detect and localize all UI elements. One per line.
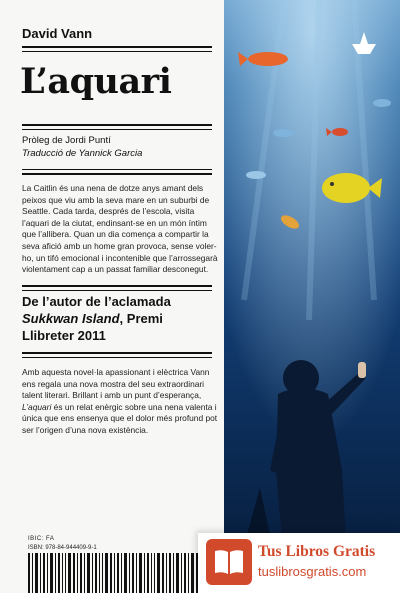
author-name: David Vann	[22, 26, 93, 41]
watermark-url[interactable]: tuslibrosgratis.com	[258, 564, 367, 579]
praise-part: Amb aquesta novel·la apassionant i elèctrica Vann ens regala una nova mostra del seu extraordinari talent literari. Brillant i amb un punt d’esperança,	[22, 367, 210, 401]
praise-part: és un relat enèrgic sobre una nena valenta i única que ens ensenya que el dolor més profund pot ser l’origen d’una nova existència.	[22, 401, 218, 435]
divider	[22, 285, 212, 287]
promo-award: , Premi Llibreter 2011	[22, 311, 163, 343]
divider	[22, 129, 212, 130]
divider	[22, 290, 212, 291]
author-promo	[22, 293, 218, 344]
divider	[22, 352, 212, 354]
credits	[22, 134, 142, 160]
divider	[22, 357, 212, 358]
praise-text	[22, 367, 218, 437]
watermark-banner[interactable]	[198, 533, 400, 593]
aquarium-illustration	[224, 0, 400, 593]
divider	[22, 51, 212, 52]
divider	[22, 169, 212, 170]
promo-book-title: Sukkwan Island	[22, 311, 120, 326]
barcode	[28, 553, 200, 593]
hand	[358, 362, 366, 378]
isbn: ISBN: 978-84-944409-9-1	[28, 545, 97, 551]
ibic-code: IBIC: FA	[28, 536, 55, 542]
promo-text: De l’autor de l’aclamada	[22, 294, 171, 309]
praise-title: L’aquari	[22, 401, 52, 412]
divider	[22, 173, 212, 175]
prologue-credit: Pròleg de Jordi Puntí	[22, 135, 111, 146]
divider	[22, 124, 212, 126]
divider	[22, 46, 212, 48]
book-icon	[206, 539, 252, 585]
synopsis: La Caitlin és una nena de dotze anys amant dels peixos que viu amb la seva mare en un suburbi de Seattle. Cada tarda, després de l’escola, visita l’aquari de la ciutat, endinsant-se en un món íntim que l’allibera. Quan un dia comença a compartir la seva afició amb un home gran provoca, sense voler-ho, un tifó emocional i incontenible que l’arrossegarà violentament cap a un passat familiar desconegut.	[22, 183, 218, 275]
book-title: L’aquari	[20, 61, 172, 102]
watermark-title: Tus Libros Gratis	[258, 543, 376, 560]
translation-credit: Traducció de Yannick Garcia	[22, 148, 143, 159]
